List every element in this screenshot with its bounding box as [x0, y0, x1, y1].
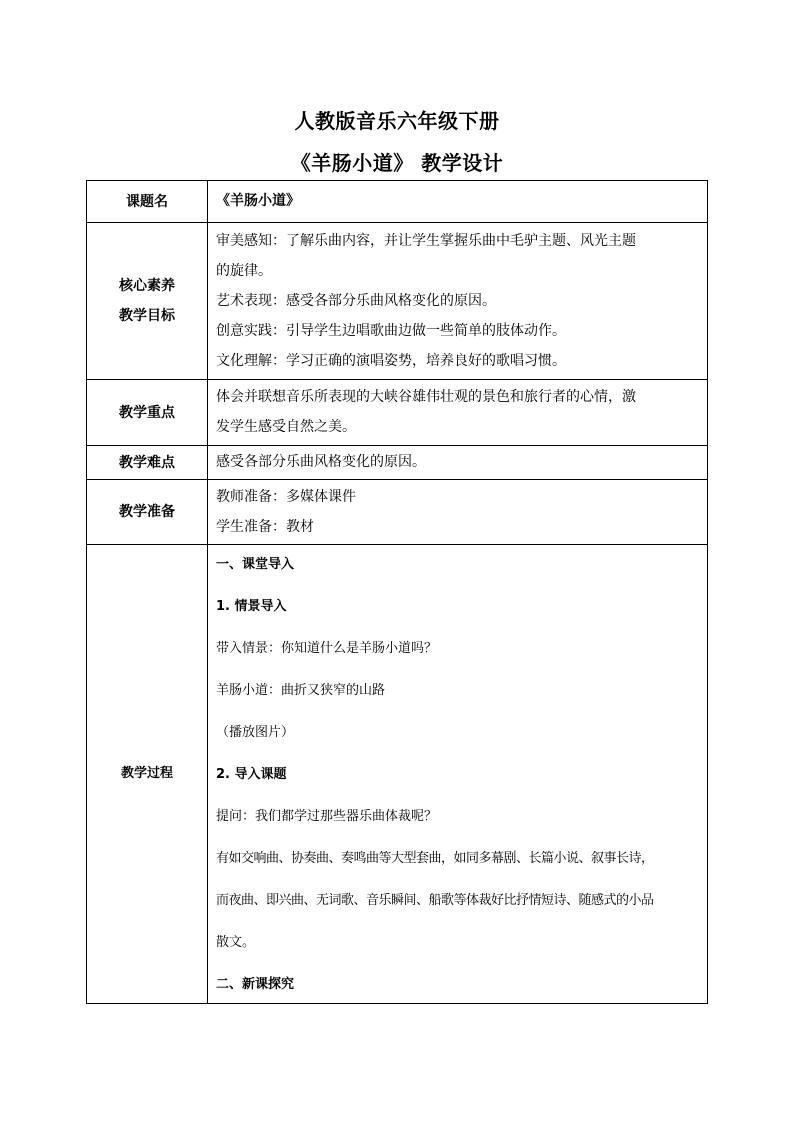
table-row-goals [87, 223, 707, 380]
preparation-label-text: 教学准备 [119, 504, 175, 520]
topic-label [87, 181, 208, 222]
table-row-topic [87, 181, 707, 223]
process-label [87, 545, 208, 1003]
table-row-difficulties [87, 446, 707, 480]
document-subtitle: 《羊肠小道》 教学设计 [290, 151, 504, 175]
key-points-line: 发学生感受自然之美。 [216, 419, 356, 435]
goals-line: 创意实践：引导学生边唱歌曲边做一些简单的肢体动作。 [216, 323, 566, 339]
goals-line: 的旋律。 [216, 263, 272, 279]
preparation-line: 学生准备：教材 [216, 519, 314, 535]
goals-line: 文化理解：学习正确的演唱姿势，培养良好的歌唱习惯。 [216, 353, 566, 369]
process-content [208, 545, 707, 1003]
process-line: 提问：我们都学过那些器乐曲体裁呢？ [216, 809, 438, 824]
goals-line: 审美感知：了解乐曲内容，并让学生掌握乐曲中毛驴主题、风光主题 [216, 233, 636, 249]
difficulties-label [87, 446, 208, 479]
process-line: （播放图片） [216, 725, 295, 740]
document-title: 人教版音乐六年级下册 [294, 109, 500, 133]
key-points-content [208, 380, 707, 445]
topic-content [208, 181, 707, 222]
goals-label-line1: 核心素养 [119, 278, 175, 294]
goals-content [208, 223, 707, 379]
process-heading: 一、课堂导入 [216, 557, 295, 572]
key-points-label-text: 教学重点 [119, 404, 175, 421]
process-line: 有如交响曲、协奏曲、奏鸣曲等大型套曲，如同多幕剧、长篇小说、叙事长诗， [216, 851, 654, 866]
topic-value: 《羊肠小道》 [216, 193, 300, 209]
table-row-preparation [87, 480, 707, 545]
process-subheading: 2. 导入课题 [216, 767, 287, 782]
table-row-key-points [87, 380, 707, 446]
process-line: 散文。 [216, 935, 256, 950]
process-label-text: 教学过程 [120, 766, 173, 781]
process-subheading: 1. 情景导入 [216, 599, 287, 614]
process-line: 而夜曲、即兴曲、无词歌、音乐瞬间、船歌等体裁好比抒情短诗、随感式的小品 [216, 893, 654, 908]
difficulties-content [208, 446, 707, 479]
difficulties-label-text: 教学难点 [119, 454, 175, 471]
goals-label [87, 223, 208, 379]
process-heading: 二、新课探究 [216, 977, 295, 992]
topic-label-text: 课题名 [126, 193, 168, 210]
process-line: 羊肠小道：曲折又狭窄的山路 [216, 683, 386, 698]
lesson-plan-table [86, 180, 708, 1004]
goals-label-line2: 教学目标 [119, 308, 175, 324]
preparation-content [208, 480, 707, 544]
preparation-line: 教师准备：多媒体课件 [216, 489, 356, 505]
preparation-label [87, 480, 208, 544]
key-points-line: 体会并联想音乐所表现的大峡谷雄伟壮观的景色和旅行者的心情，激 [216, 389, 636, 405]
key-points-label [87, 380, 208, 445]
process-line: 带入情景：你知道什么是羊肠小道吗？ [216, 641, 438, 656]
difficulties-line: 感受各部分乐曲风格变化的原因。 [216, 454, 426, 470]
table-row-process [87, 545, 707, 1003]
goals-line: 艺术表现：感受各部分乐曲风格变化的原因。 [216, 293, 496, 309]
